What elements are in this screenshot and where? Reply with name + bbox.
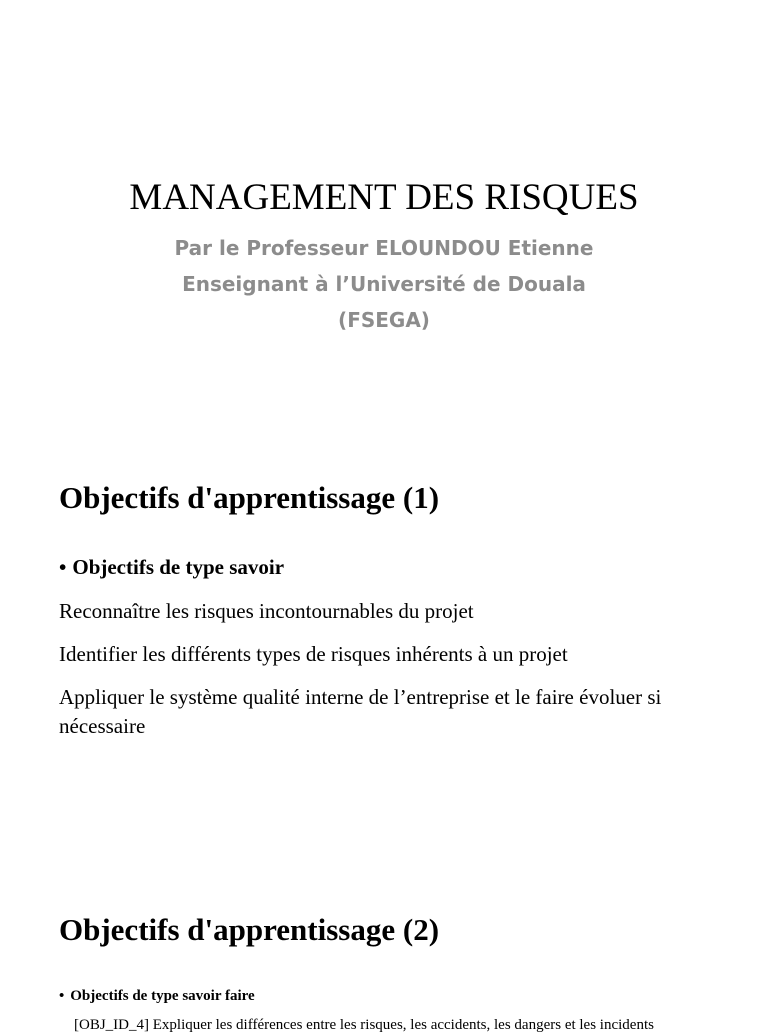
objective-item: Appliquer le système qualité interne de l’entreprise et le faire évoluer si nécessaire: [59, 685, 662, 738]
author-line: Par le Professeur ELOUNDOU Etienne: [174, 236, 594, 260]
bullet-heading-label: Objectifs de type savoir faire: [70, 988, 255, 1004]
objectives-heading-1: Objectifs d'apprentissage (1): [59, 480, 440, 515]
faculty-line: (FSEGA): [338, 308, 430, 332]
bullet-heading-savoir: [59, 553, 284, 581]
title-slide: [0, 0, 768, 420]
bullet-icon: •: [59, 555, 67, 579]
presentation-title: MANAGEMENT DES RISQUES: [129, 177, 639, 218]
objective-item: Reconnaître les risques incontournables du projet: [59, 599, 474, 623]
objective-item: Identifier les différents types de risques inhérents à un projet: [59, 642, 568, 666]
presentation-subtitle: [0, 230, 768, 338]
bullet-heading-savoir-faire: [59, 985, 255, 1007]
bullet-heading-label: Objectifs de type savoir: [72, 555, 285, 579]
objectives-heading-2: Objectifs d'apprentissage (2): [59, 912, 440, 947]
affiliation-line: Enseignant à l’Université de Douala: [182, 272, 586, 296]
bullet-icon: •: [59, 988, 65, 1004]
objective-item-partial: [OBJ_ID_4] Expliquer les différences entre les risques, les accidents, les dangers et les incidents: [74, 1017, 654, 1033]
